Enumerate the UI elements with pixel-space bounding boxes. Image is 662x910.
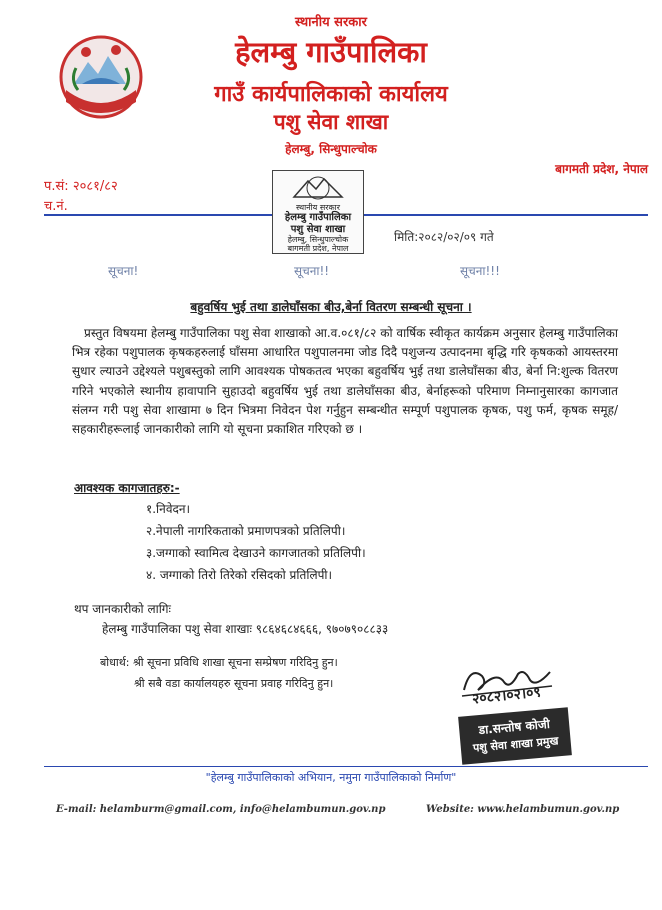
government-label: स्थानीय सरकार	[295, 15, 367, 30]
document-item: ४. जग्गाको तिरो तिरेको रसिदको प्रतिलिपी।	[146, 568, 333, 582]
cc-line-2: श्री सबै वडा कार्यालयहरु सूचना प्रवाह गरिदिनु हुन।	[134, 677, 334, 690]
notice-subject-text: बहुवर्षिय भुई तथा डालेघाँसका बीउ,बेर्ना वितरण सम्बन्धी सूचना ।	[190, 300, 472, 314]
stamp-emblem-icon	[290, 175, 346, 201]
footer-website: Website: www.helambumun.gov.np	[426, 804, 620, 815]
cc-line-1: बोधार्थ: श्री सूचना प्रविधि शाखा सूचना सम्प्रेषण गरिदिनु हुन।	[100, 656, 338, 669]
stamp-line-1: स्थानीय सरकार	[296, 203, 340, 212]
documents-heading: आवश्यक कागजातहरु:-	[74, 481, 180, 495]
notice-subject	[0, 298, 662, 315]
signature-date: २०८२।०२।०९	[471, 684, 542, 708]
stamp-line-5: बागमती प्रदेश, नेपाल	[287, 244, 349, 254]
notice-body: प्रस्तुत विषयमा हेलम्बु गाउँपालिका पशु सेवा शाखाको आ.व.०८१/८२ को वार्षिक स्वीकृत कार्यक्रम अनुसार हेलम्बु गाउँपालिका भित्र रहेका पशुपालक कृषकहरुलाई घाँसमा आधारित पशुपालनमा जोड दिदै पशुजन्य उत्पादनमा बृद्धि गरि कृषकको आयस्तरमा सुधार ल्याउने उद्देश्यले पशुबस्तुको लागि आवश्यक पोषकतत्व भएका बहुवर्षिय भुई तथा डालेघाँसका बीउ, बेर्ना नि:शुल्क वितरण गरिने भएकोले स्थानीय हावापानि सुहाउदो बहुवर्षिय भुई तथा डालेघाँसका बीउ, बेर्नाहरूको परिमाण निम्नानुसारका कागजात संलग्न गरी पशु सेवा शाखामा ७ दिन भित्रमा निवेदन पेश गर्नुहुन सम्बन्धीत सम्पूर्ण पशुपालक कृषक, पशु फर्म, कृषक समूह/सहकारीहरूलाई जानकारीको लागि यो सूचना प्रकाशित गरिएको छ ।	[72, 326, 618, 437]
contact-details: हेलम्बु गाउँपालिका पशु सेवा शाखाः ९८६४६८४६६६, ९७०७९०८८३३	[102, 622, 389, 636]
document-item: १.निवेदन।	[146, 502, 191, 516]
branch-name: पशु सेवा शाखा	[273, 110, 389, 134]
signatory-stamp	[458, 707, 572, 764]
footer-slogan: "हेलम्बु गाउँपालिकाको अभियान, नमुना गाउँपालिकाको निर्माण"	[205, 771, 457, 784]
footer-divider	[44, 766, 648, 767]
office-address: हेलम्बु, सिन्धुपाल्चोक	[285, 142, 377, 156]
notice-word-3: सूचना!!!	[460, 264, 500, 278]
document-item: ३.जग्गाको स्वामित्व देखाउने कागजातको प्रतिलिपी।	[146, 546, 366, 560]
chalani-number: च.नं.	[44, 199, 68, 214]
province-label: बागमती प्रदेश, नेपाल	[555, 162, 648, 176]
office-name: गाउँ कार्यपालिकाको कार्यालय	[214, 82, 448, 107]
stamp-line-2: हेलम्बु गाउँपालिका	[284, 212, 352, 224]
signatory-name: डा.सन्तोष कोजी	[478, 716, 551, 738]
more-info-label: थप जानकारीको लागिः	[74, 602, 171, 616]
office-stamp	[272, 170, 364, 254]
notice-word-1: सूचना!	[108, 264, 139, 278]
notice-word-2: सूचना!!	[294, 264, 330, 278]
municipality-name: हेलम्बु गाउँपालिका	[235, 35, 427, 69]
letter-date: मिति:२०८२/०२/०९ गते	[394, 230, 494, 244]
stamp-line-4: हेलम्बु, सिन्धुपाल्चोक	[287, 235, 349, 245]
reference-number: प.सं: २०८१/८२	[44, 179, 118, 194]
stamp-line-3: पशु सेवा शाखा	[290, 223, 346, 235]
footer-email: E-mail: helamburm@gmail.com, info@helambumun.gov.np	[56, 804, 386, 815]
signatory-title: पशु सेवा शाखा प्रमुख	[472, 734, 559, 755]
document-item: २.नेपाली नागरिकताको प्रमाणपत्रको प्रतिलिपी।	[146, 524, 346, 538]
